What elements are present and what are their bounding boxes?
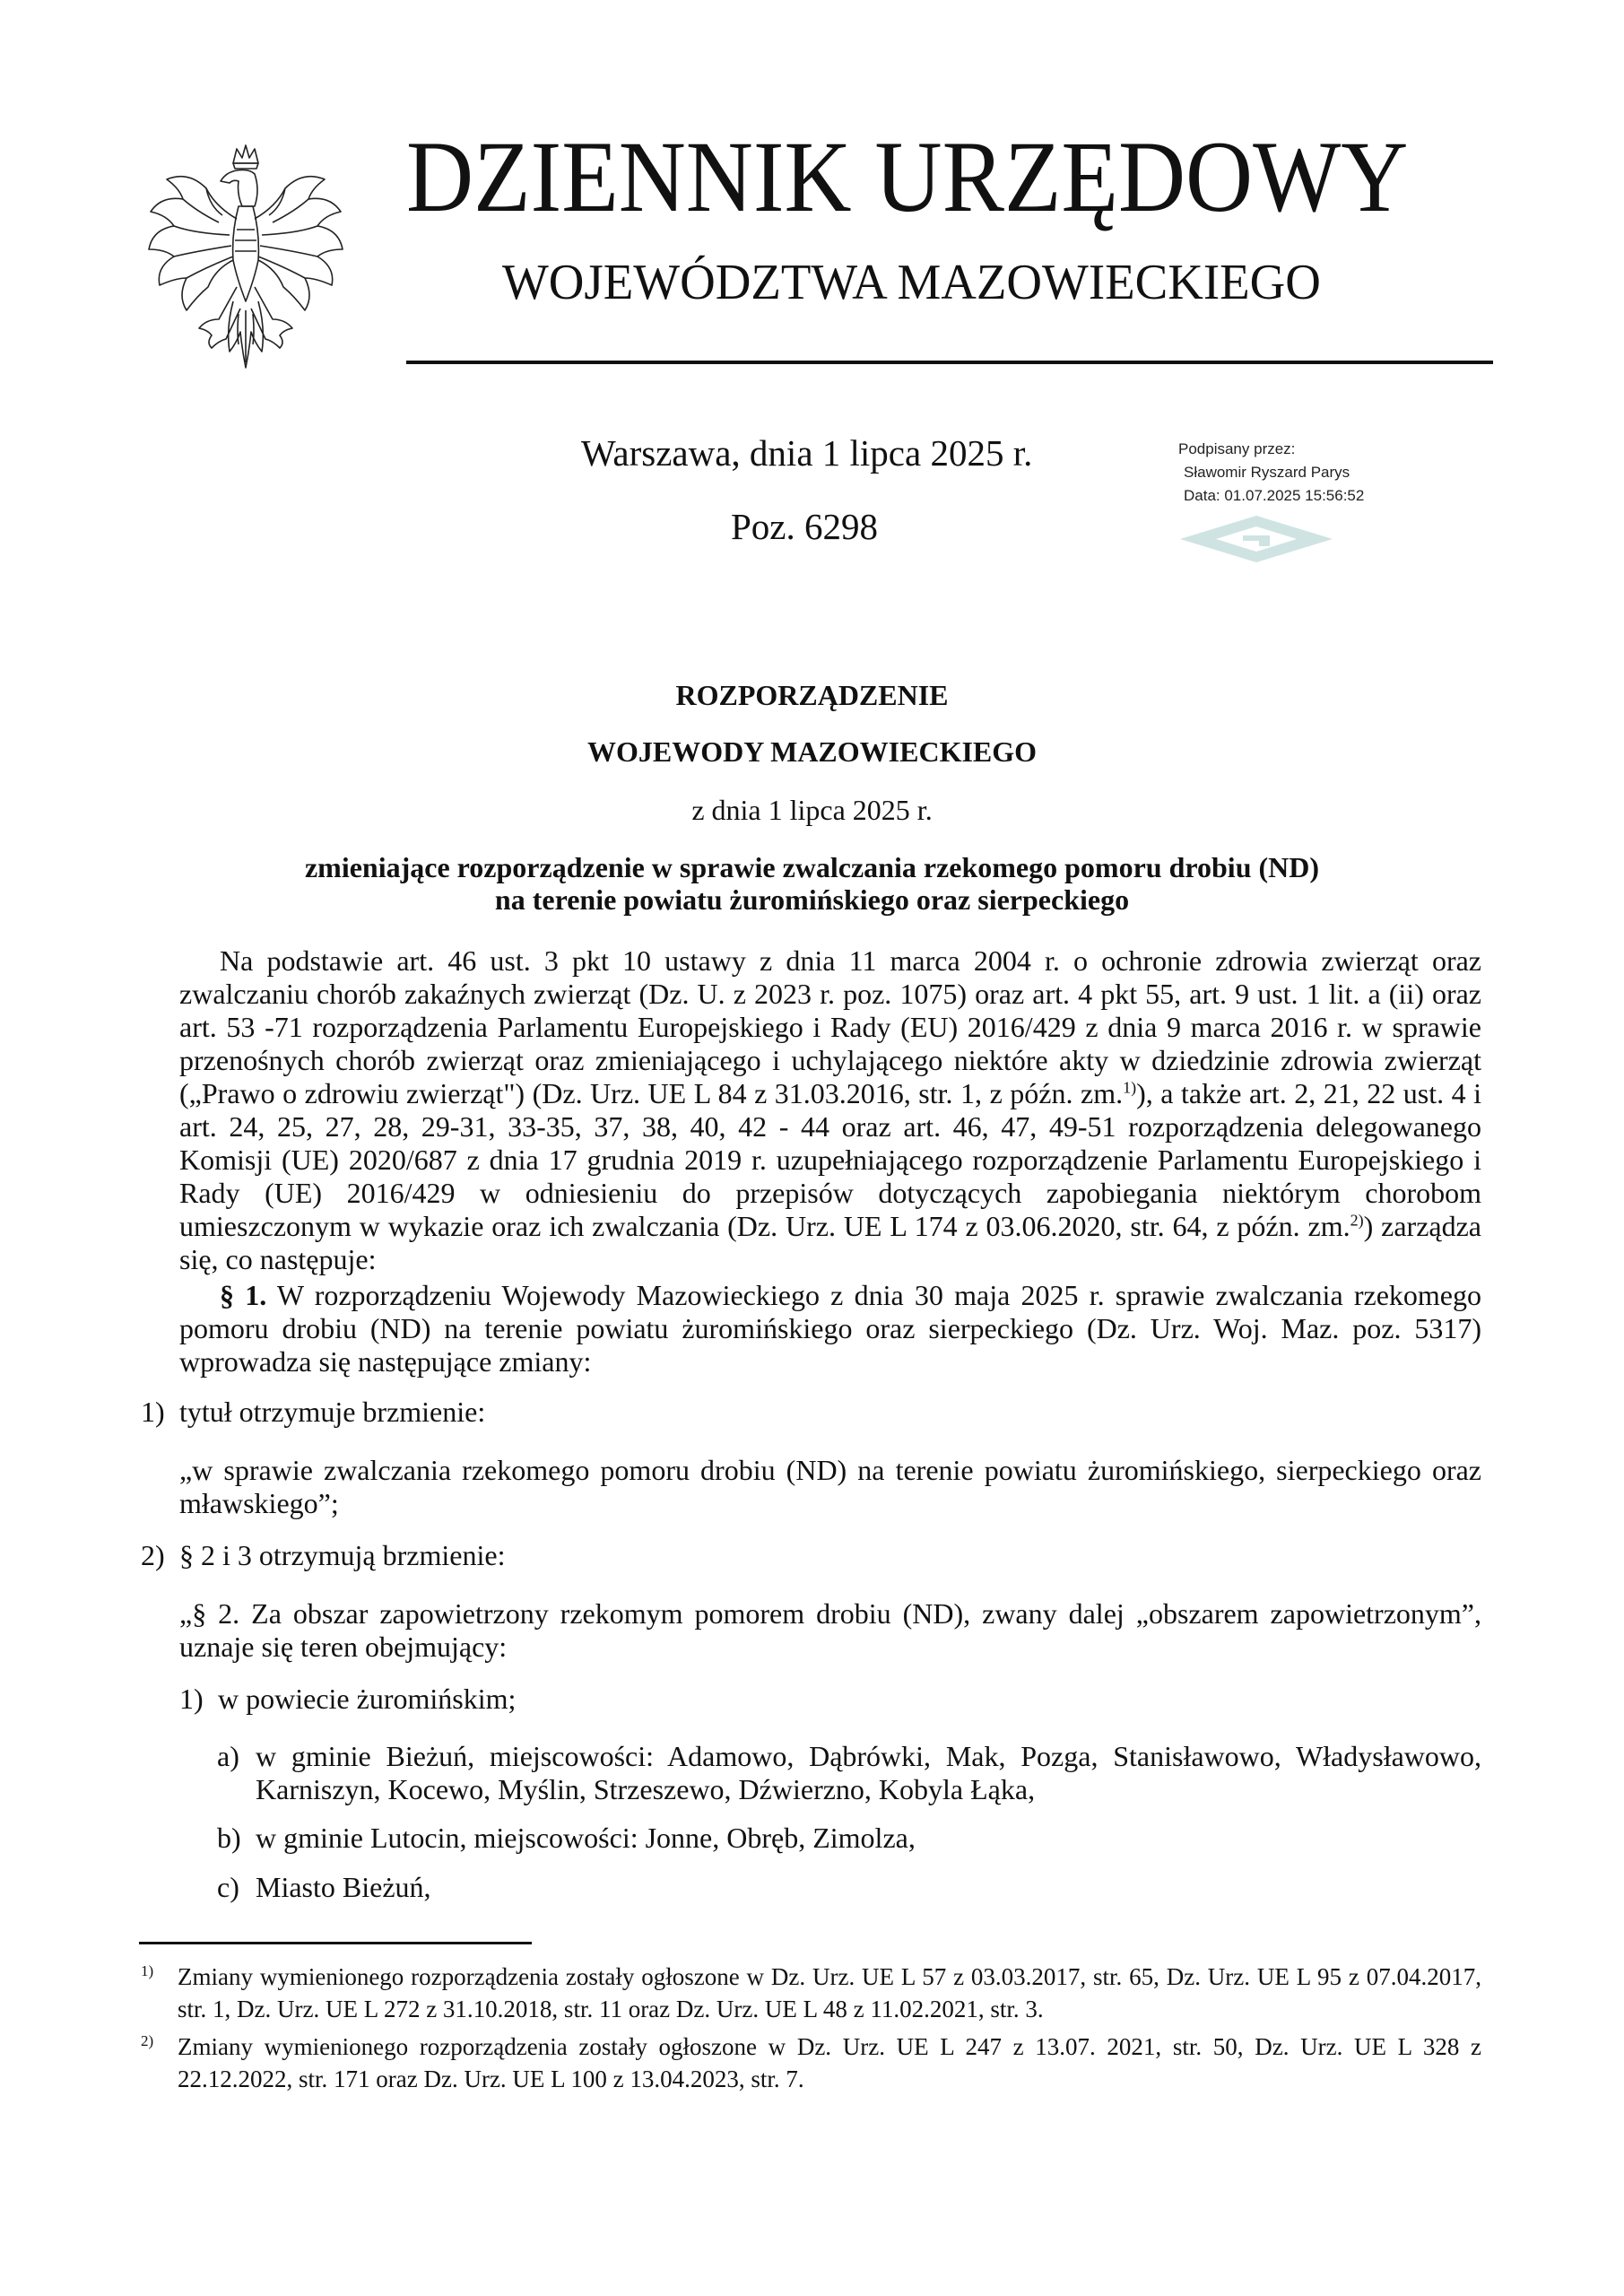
polish-eagle-emblem-icon <box>143 144 348 370</box>
footnote-1-mark: 1) <box>141 1962 154 1979</box>
signature-label: Podpisany przez: <box>1178 440 1296 457</box>
act-date: z dnia 1 lipca 2025 r. <box>691 794 933 826</box>
footnote-ref-2[interactable]: 2) <box>1350 1211 1364 1230</box>
change-1-number: 1) <box>141 1396 165 1428</box>
preamble <box>179 944 1481 1276</box>
footnote-2-text: Zmiany wymienionego rozporządzenia zostały ogłoszone w Dz. Urz. UE L 247 z 13.07. 2021, str. 50, Dz. Urz. UE L 328 z 22.12.2022, str. 171 oraz Dz. Urz. UE L 100 z 13.04.2023, str. 7. <box>178 2033 1481 2092</box>
footnote-divider <box>139 1942 532 1944</box>
act-authority: WOJEWODY MAZOWIECKIEGO <box>586 735 1038 768</box>
change-2-text: § 2 i 3 otrzymują brzmienie: <box>179 1539 506 1571</box>
position-number: Poz. 6298 <box>731 506 878 547</box>
area-1-number: 1) <box>179 1683 204 1715</box>
preamble-part-3: ) zarządza się, co następuje: <box>179 1210 1482 1275</box>
preamble-part-1: Na podstawie art. 46 ust. 3 pkt 10 ustawy z dnia 11 marca 2004 r. o ochronie zdrowia zwierząt oraz zwalczaniu chorób zakaźnych zwierząt (Dz. U. z 2023 r. poz. 1075) oraz art. 4 pkt 55, art. 9 ust. 1 lit. a (ii) oraz art. 53 -71 rozporządzenia Parlamentu Europejskiego i Rady (EU) 2016/429 z dnia 9 marca 2016 r. w sprawie przenośnych chorób zwierząt oraz zmieniającego i uchylającego niektóre akty w dziedzinie zdrowia zwierząt („Prawo o zdrowiu zwierząt") (Dz. Urz. UE L 84 z 31.03.2016, str. 1, z późn. zm. <box>179 944 1481 1109</box>
area-item-c-text: Miasto Bieżuń, <box>256 1871 431 1903</box>
signature-block <box>1178 438 1364 508</box>
section-1 <box>179 1279 1481 1378</box>
area-1-text: w powiecie żuromińskim; <box>218 1683 517 1715</box>
change-1-quote: „w sprawie zwalczania rzekomego pomoru drobiu (ND) na terenie powiatu żuromińskiego, sierpeckiego oraz mławskiego”; <box>179 1454 1481 1519</box>
preamble-part-2: ), a także art. 2, 21, 22 ust. 4 i art. 24, 25, 27, 28, 29-31, 33-35, 37, 38, 40, 42 - 44 oraz art. 46, 47, 49-51 rozporządzenia delegowanego Komisji (UE) 2020/687 z dnia 17 grudnia 2019 r. uzupełniającego rozporządzenie Parlamentu Europejskiego i Rady (UE) 2016/429 w odniesieniu do przepisów dotyczących zapobiegania niektórym chorobom umieszczonym w wykazie oraz ich zwalczania (Dz. Urz. UE L 174 z 03.06.2020, str. 64, z późn. zm. <box>179 1077 1482 1242</box>
journal-subtitle: WOJEWÓDZTWA MAZOWIECKIEGO <box>502 255 1321 310</box>
change-2-number: 2) <box>141 1539 165 1571</box>
change-2-quote: „§ 2. Za obszar zapowietrzony rzekomym pomorem drobiu (ND), zwany dalej „obszarem zapowietrzonym”, uznaje się teren obejmujący: <box>179 1597 1481 1663</box>
area-item-a-text: w gminie Bieżuń, miejscowości: Adamowo, Dąbrówki, Mak, Pozga, Stanisławowo, Władysławowo, Karniszyn, Kocewo, Myślin, Strzeszewo, Dźwierzno, Kobyla Łąka, <box>256 1740 1481 1805</box>
area-item-b-letter: b) <box>217 1822 241 1854</box>
signer-name: Sławomir Ryszard Parys <box>1184 464 1350 481</box>
area-item-c-letter: c) <box>217 1871 239 1903</box>
signature-stamp-icon <box>1180 516 1333 562</box>
masthead-divider <box>406 361 1493 364</box>
act-title-line-2: na terenie powiatu żuromińskiego oraz sierpeckiego <box>494 883 1130 916</box>
place-and-date: Warszawa, dnia 1 lipca 2025 r. <box>581 432 1033 474</box>
act-title-line-1: zmieniające rozporządzenie w sprawie zwalczania rzekomego pomoru drobiu (ND) <box>304 851 1320 883</box>
journal-title: DZIENNIK URZĘDOWY <box>406 121 1409 233</box>
signature-date: Data: 01.07.2025 15:56:52 <box>1184 487 1365 504</box>
section-1-label: § 1. <box>220 1279 267 1311</box>
change-1-text: tytuł otrzymuje brzmienie: <box>179 1396 486 1428</box>
footnote-ref-1[interactable]: 1) <box>1123 1078 1137 1097</box>
area-item-b-text: w gminie Lutocin, miejscowości: Jonne, Obręb, Zimolza, <box>256 1822 916 1854</box>
footnote-2-mark: 2) <box>141 2032 154 2049</box>
area-item-a-letter: a) <box>217 1740 239 1772</box>
act-type: ROZPORZĄDZENIE <box>675 679 949 711</box>
section-1-text: W rozporządzeniu Wojewody Mazowieckiego z dnia 30 maja 2025 r. sprawie zwalczania rzekomego pomoru drobiu (ND) na terenie powiatu żuromińskiego oraz sierpeckiego (Dz. Urz. Woj. Maz. poz. 5317) wprowadza się następujące zmiany: <box>179 1279 1482 1378</box>
footnote-1-text: Zmiany wymienionego rozporządzenia zostały ogłoszone w Dz. Urz. UE L 57 z 03.03.2017, str. 65, Dz. Urz. UE L 95 z 07.04.2017, str. 1, Dz. Urz. UE L 272 z 31.10.2018, str. 11 oraz Dz. Urz. UE L 48 z 11.02.2021, str. 3. <box>178 1963 1481 2022</box>
